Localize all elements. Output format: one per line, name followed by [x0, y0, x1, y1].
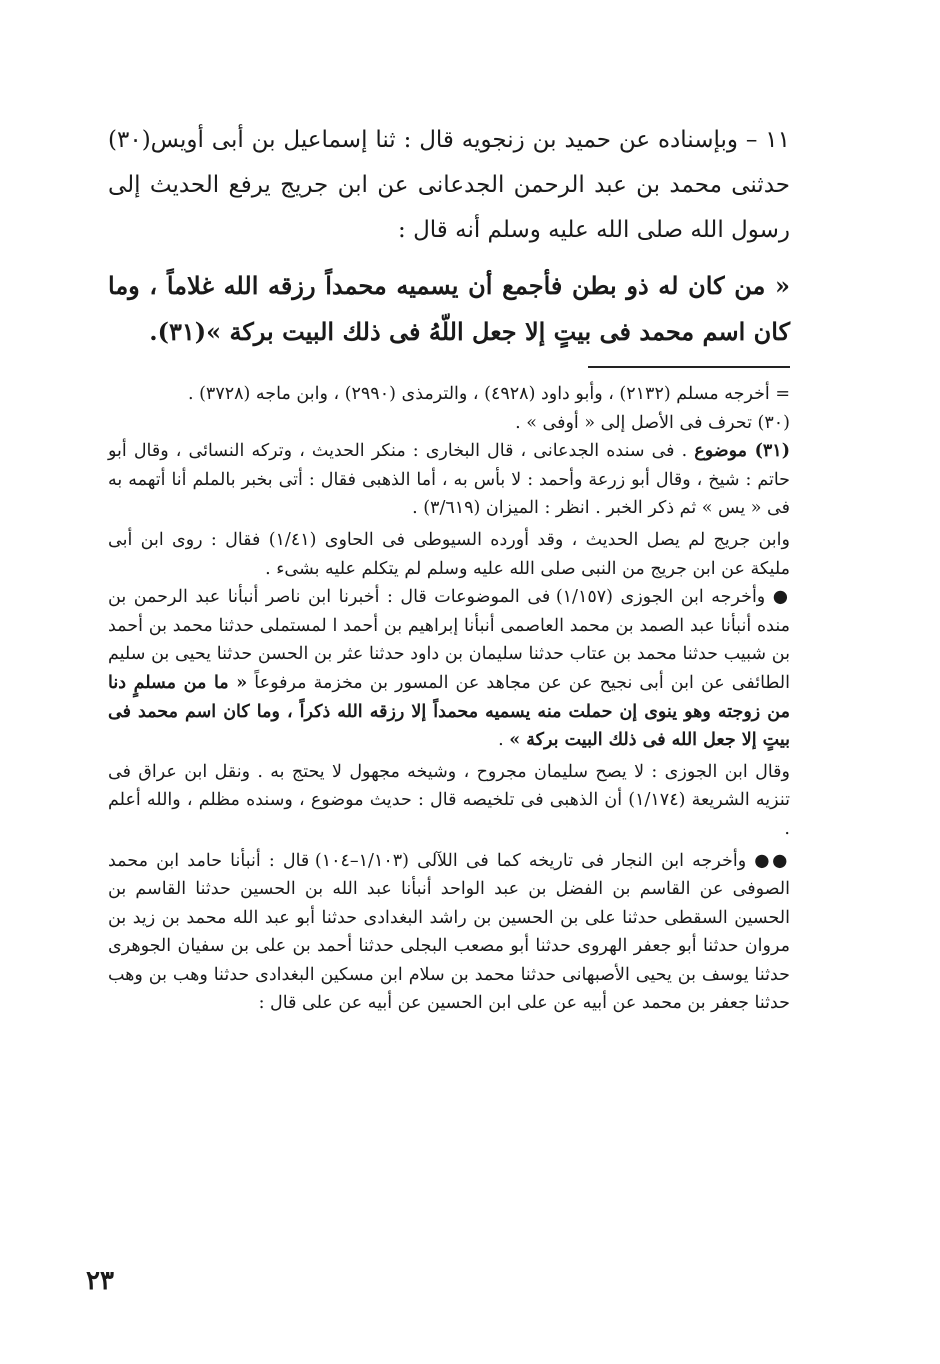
ibn-jawzi-isnad: ● وأخرجه ابن الجوزى (١/١٥٧) فى الموضوعات قال : أخبرنا ابن ناصر أنبأنا عبد الرحمن بن منده أنبأنا عبد الصمد بن محمد العاصمى أنبأنا إبراهيم بن أحمد ا لمستملى حدثنا محمد بن أحمد بن شبيب حدثنا محمد بن عتاب حدثنا سليمان بن داود حدثنا عثر بن الحسن حدثنا يحيى بن سليم الطائفى عن ابن أبى نجيح عن عن مجاهد عن المسور بن مخزمة مرفوعاً — [108, 587, 790, 693]
page-number: ٢٣ — [86, 1266, 114, 1296]
footnote-ibn-najjar: ●● وأخرجه ابن النجار فى تاريخه كما فى اللآلى (١/١٠٣–١٠٤) قال : أنبأنا حامد ابن محمد الصوفى عن القاسم بن الفضل بن عبد الواحد أنبأنا عبد الله بن الحسين حدثنا القاسم بن الحسين السقطى حدثنا على بن الحسين بن راشد البغدادى حدثنا أبو عبد الله محمد بن زيد بن مروان حدثنا أبو جعفر الهروى حدثنا أبو مصعب البجلى حدثنا أحمد بن على بن سفيان الجوهرى حدثنا يوسف بن يحيى الأصبهانى حدثنا محمد بن سلام ابن مسكين البغدادى حدثنا وهب بن وهب حدثنا جعفر بن محمد عن أبيه عن على ابن الحسين عن أبيه عن على قال : — [108, 850, 790, 1014]
hadith-text: « من كان له ذو بطن فأجمع أن يسميه محمداً رزقه الله غلاماً ، وما كان اسم محمد فى بيتٍ إلا جعل اللّهُ فى ذلك البيت بركة »(٣١). — [108, 271, 790, 346]
hadith-quote — [108, 263, 790, 355]
footnote-ibn-jurayj: وابن جريج لم يصل الحديث ، وقد أورده السيوطى فى الحاوى (١/٤١) فقال : روى ابن أبى مليكة عن ابن جريج من النبى صلى الله عليه وسلم لم يتكلم عليه بشىء . — [108, 529, 790, 579]
footnote-separator — [588, 366, 790, 368]
footnote-continuation: = أخرجه مسلم (٢١٣٢) ، وأبو داود (٤٩٢٨) ، والترمذى (٢٩٩٠) ، وابن ماجه (٣٧٢٨) . — [187, 384, 790, 404]
footnote-30: (٣٠) تحرف فى الأصل إلى « أوفى » . — [515, 412, 790, 433]
footnote-ibn-jawzi — [108, 583, 790, 755]
footnote-31-label: (٣١) موضوع — [694, 441, 790, 462]
paragraph-11: ١١ – وبإسناده عن حميد بن زنجويه قال : ثنا إسماعيل بن أبى أويس(٣٠) حدثنى محمد بن عبد الرحمن الجدعانى عن ابن جريج يرفع الحديث إلى رسول الله صلى الله عليه وسلم أنه قال : — [108, 127, 790, 243]
footnote-31 — [108, 437, 790, 523]
footnotes-block — [108, 380, 790, 1018]
footnote-31-body: . فى سنده الجدعانى ، قال البخارى : منكر الحديث ، وتركه النسائى ، وقال أبو حاتم : شيخ ، وقال أبو زرعة وأحمد : لا بأس به ، أما الذهبى فقال : أتى بخبر بالملم أنا أتهمه به فى « يس » ثم ذكر الخبر . انظر : الميزان (٣/٦١٩) . — [108, 441, 790, 519]
main-text-block — [108, 118, 790, 253]
footnote-ibn-jawzi-verdict: وقال ابن الجوزى : لا يصح سليمان مجروح ، وشيخه مجهول لا يحتج به . ونقل ابن عراق فى تنزيه الشريعة (١/١٧٤) أن الذهبى فى تلخيصه قال : حديث موضوع ، وسنده مظلم ، والله أعلم . — [108, 761, 790, 839]
ibn-jawzi-end: . — [498, 730, 510, 751]
ibn-jawzi-hadith: « ما من مسلمٍ دنا من زوجته وهو ينوى إن حملت منه يسميه محمداً إلا رزقه الله ذكراً ، وما كان اسم محمد فى بيتٍ إلا جعل الله فى ذلك البيت بركة » — [108, 672, 790, 751]
